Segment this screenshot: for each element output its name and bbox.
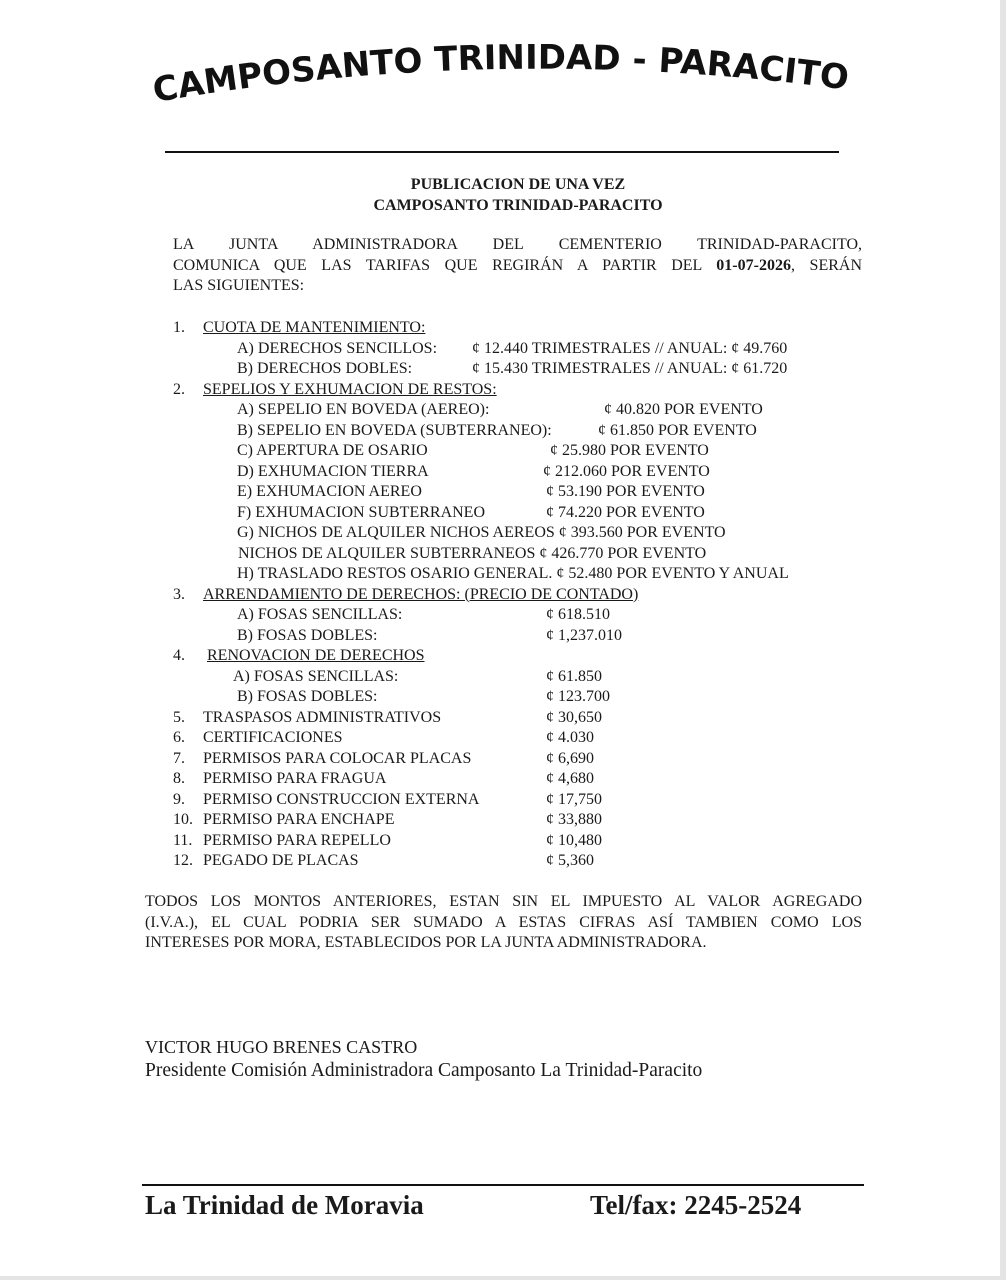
fee-row: 5. TRASPASOS ADMINISTRATIVOS (173, 708, 442, 726)
section-number: 4. (173, 647, 185, 664)
section-title: SEPELIOS Y EXHUMACION DE RESTOS: (203, 380, 497, 398)
fee-value: ¢ 4.030 (546, 729, 594, 746)
fee-value: ¢ 6,690 (546, 749, 594, 767)
fee-value: ¢ 33,880 (546, 811, 602, 828)
fee-value: ¢ 17,750 (546, 790, 602, 808)
effective-date: 01-07-2026 (716, 256, 791, 274)
section-title: RENOVACION DE DERECHOS (207, 647, 425, 664)
intro-line3: LAS SIGUIENTES: (173, 277, 305, 294)
list-item: B) DERECHOS DOBLES: (237, 360, 413, 377)
page-bottom-shadow (0, 1276, 1006, 1280)
signer-name: VICTOR HUGO BRENES CASTRO (145, 1037, 418, 1057)
list-item-value: ¢ 53.190 POR EVENTO (546, 483, 705, 500)
list-item: H) TRASLADO RESTOS OSARIO GENERAL. ¢ 52.480 POR EVENTO Y ANUAL (237, 565, 789, 582)
fee-value: ¢ 10,480 (546, 831, 602, 849)
list-item: A) SEPELIO EN BOVEDA (AEREO): (237, 401, 490, 418)
fee-row: 10. PERMISO PARA ENCHAPE (173, 811, 395, 828)
section-number: 3. (173, 585, 185, 603)
section-title: CUOTA DE MANTENIMIENTO: (203, 319, 426, 336)
banner-title (150, 44, 855, 114)
intro-line1: LA JUNTA ADMINISTRADORA DEL CEMENTERIO TRINIDAD-PARACITO, (173, 236, 862, 253)
list-item: B) FOSAS DOBLES: (237, 626, 378, 644)
publication-heading-line2: CAMPOSANTO TRINIDAD-PARACITO (373, 197, 663, 214)
list-item-value: ¢ 61.850 POR EVENTO (598, 421, 757, 439)
list-item-value: ¢ 1,237.010 (546, 626, 622, 644)
list-item: NICHOS DE ALQUILER SUBTERRANEOS ¢ 426.770 POR EVENTO (238, 544, 707, 562)
header-rule (165, 151, 839, 153)
fee-row: 6. CERTIFICACIONES (173, 729, 343, 746)
section-title: ARRENDAMIENTO DE DERECHOS: (PRECIO DE CONTADO) (203, 585, 639, 603)
signer-title: Presidente Comisión Administradora Camposanto La Trinidad-Paracito (145, 1060, 703, 1081)
list-item: G) NICHOS DE ALQUILER NICHOS AEREOS ¢ 393.560 POR EVENTO (237, 524, 726, 541)
list-item-value: ¢ 123.700 (546, 688, 610, 705)
list-item: B) FOSAS DOBLES: (237, 688, 378, 705)
list-item-value: ¢ 618.510 (546, 606, 610, 623)
list-item: A) DERECHOS SENCILLOS: (237, 339, 438, 357)
list-item: E) EXHUMACION AEREO (237, 483, 422, 500)
list-item-value: ¢ 25.980 POR EVENTO (550, 442, 709, 459)
fee-value: ¢ 4,680 (546, 770, 594, 787)
fee-row: 7. PERMISOS PARA COLOCAR PLACAS (173, 749, 472, 767)
publication-heading (0, 174, 1006, 216)
banner-title-text: CAMPOSANTO TRINIDAD - PARACITO (150, 44, 852, 111)
list-item: A) FOSAS SENCILLAS: (233, 667, 399, 685)
tax-note (145, 892, 862, 954)
section-number: 1. (173, 319, 185, 336)
list-item-value: ¢ 61.850 (546, 667, 602, 685)
tax-note-line2: (I.V.A.), EL CUAL PODRIA SER SUMADO A ESTAS CIFRAS ASÍ TAMBIEN COMO LOS (145, 913, 862, 931)
tax-note-line1: TODOS LOS MONTOS ANTERIORES, ESTAN SIN EL IMPUESTO AL VALOR AGREGADO (145, 893, 862, 910)
list-item-value: ¢ 40.820 POR EVENTO (604, 401, 763, 418)
section-number: 2. (173, 380, 185, 398)
fee-row: 12. PEGADO DE PLACAS (173, 852, 359, 869)
list-item: F) EXHUMACION SUBTERRANEO (237, 503, 486, 521)
list-item-value: ¢ 12.440 TRIMESTRALES // ANUAL: ¢ 49.760 (472, 339, 788, 357)
tax-note-line3: INTERESES POR MORA, ESTABLECIDOS POR LA JUNTA ADMINISTRADORA. (145, 934, 707, 951)
list-item: B) SEPELIO EN BOVEDA (SUBTERRANEO): (237, 421, 552, 439)
fee-value: ¢ 5,360 (546, 852, 594, 869)
fee-row: 8. PERMISO PARA FRAGUA (173, 770, 387, 787)
list-item: A) FOSAS SENCILLAS: (237, 606, 403, 623)
publication-heading-line1: PUBLICACION DE UNA VEZ (410, 176, 626, 193)
intro-line2: COMUNICA QUE LAS TARIFAS QUE REGIRÁN A PARTIR DEL 01-07-2026, SERÁN (173, 256, 862, 274)
fee-value: ¢ 30,650 (546, 708, 602, 726)
fee-row: 9. PERMISO CONSTRUCCION EXTERNA (173, 790, 480, 808)
footer-location: La Trinidad de Moravia (145, 1190, 424, 1220)
list-item-value: ¢ 212.060 POR EVENTO (543, 462, 710, 480)
list-item: C) APERTURA DE OSARIO (237, 442, 428, 459)
list-item-value: ¢ 74.220 POR EVENTO (546, 503, 705, 521)
footer-rule (142, 1184, 864, 1186)
footer-phone: Tel/fax: 2245-2524 (590, 1190, 802, 1220)
fee-row: 11. PERMISO PARA REPELLO (173, 831, 391, 849)
intro-paragraph (173, 235, 862, 297)
list-item: D) EXHUMACION TIERRA (237, 462, 429, 480)
list-item-value: ¢ 15.430 TRIMESTRALES // ANUAL: ¢ 61.720 (472, 360, 788, 377)
